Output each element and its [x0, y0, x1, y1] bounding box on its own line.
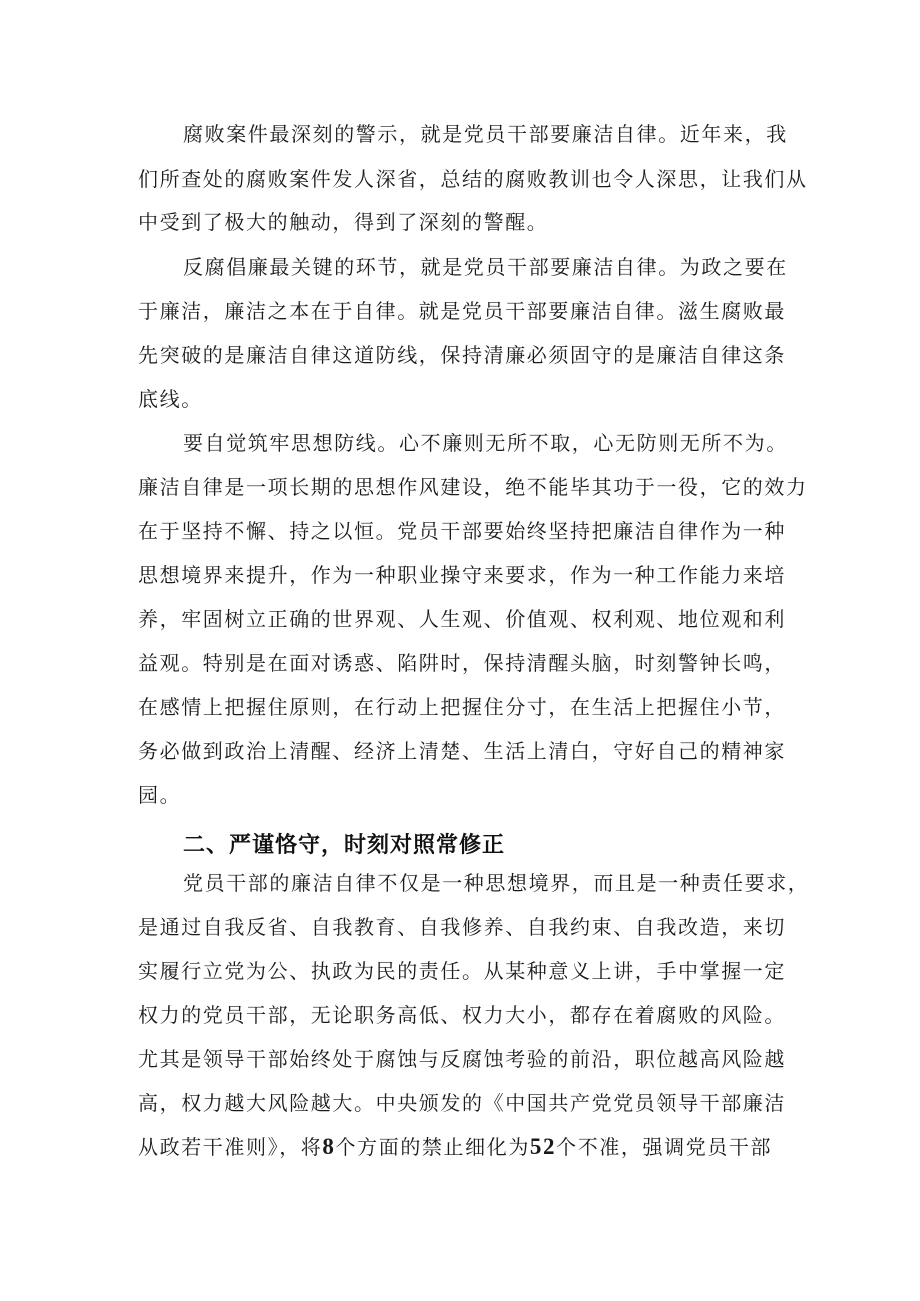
text-line: 高，权力越大风险越大。中央颁发的《中国共产党党员领导干部廉洁: [138, 1091, 786, 1115]
number-8: 8: [322, 1134, 336, 1159]
text-line: 实履行立党为公、执政为民的责任。从某种意义上讲，手中掌握一定: [138, 959, 786, 983]
text-line: 先突破的是廉洁自律这道防线，保持清廉必须固守的是廉洁自律这条: [138, 343, 786, 367]
text-line: 底线。: [138, 387, 203, 411]
text-line: 务必做到政治上清醒、经济上清楚、生活上清白，守好自己的精神家: [138, 739, 786, 763]
text-line: 尤其是领导干部始终处于腐蚀与反腐蚀考验的前沿，职位越高风险越: [138, 1047, 786, 1071]
text-line: 养，牢固树立正确的世界观、人生观、价值观、权利观、地位观和利: [138, 607, 786, 631]
text-line: 于廉洁，廉洁之本在于自律。就是党员干部要廉洁自律。滋生腐败最: [138, 299, 786, 323]
text-line: 益观。特别是在面对诱惑、陷阱时，保持清醒头脑，时刻警钟长鸣，: [138, 651, 786, 675]
text-fragment: 从政若干准则》，将: [138, 1135, 323, 1159]
text-line: 是通过自我反省、自我教育、自我修养、自我约束、自我改造，来切: [138, 915, 786, 939]
text-line: 在感情上把握住原则，在行动上把握住分寸，在生活上把握住小节，: [138, 695, 786, 719]
text-line: 思想境界来提升，作为一种职业操守来要求，作为一种工作能力来培: [138, 563, 786, 587]
number-52: 52: [529, 1134, 557, 1159]
text-line: 中受到了极大的触动，得到了深刻的警醒。: [138, 210, 549, 234]
text-fragment: 个方面的禁止细化为: [335, 1135, 530, 1159]
text-line: 要自觉筑牢思想防线。心不廉则无所不取，心无防则无所不为。: [183, 431, 788, 455]
text-line: 园。: [138, 783, 182, 807]
text-line: 们所查处的腐败案件发人深省，总结的腐败教训也令人深思，让我们从: [138, 167, 808, 191]
text-fragment: 个不准，强调党员干部: [556, 1135, 773, 1159]
text-line: 在于坚持不懈、持之以恒。党员干部要始终坚持把廉洁自律作为一种: [138, 519, 786, 543]
text-line: 权力的党员干部，无论职务高低、权力大小，都存在着腐败的风险。: [138, 1003, 786, 1027]
section-heading: 二、严谨恪守，时刻对照常修正: [183, 833, 506, 858]
text-line: 党员干部的廉洁自律不仅是一种思想境界，而且是一种责任要求，: [183, 871, 810, 895]
text-line: 反腐倡廉最关键的环节，就是党员干部要廉洁自律。为政之要在: [183, 255, 788, 279]
text-line: 廉洁自律是一项长期的思想作风建设，绝不能毕其功于一役，它的效力: [138, 475, 808, 499]
text-line: 腐败案件最深刻的警示，就是党员干部要廉洁自律。近年来，我: [183, 122, 788, 146]
text-line-last: [138, 1134, 773, 1159]
